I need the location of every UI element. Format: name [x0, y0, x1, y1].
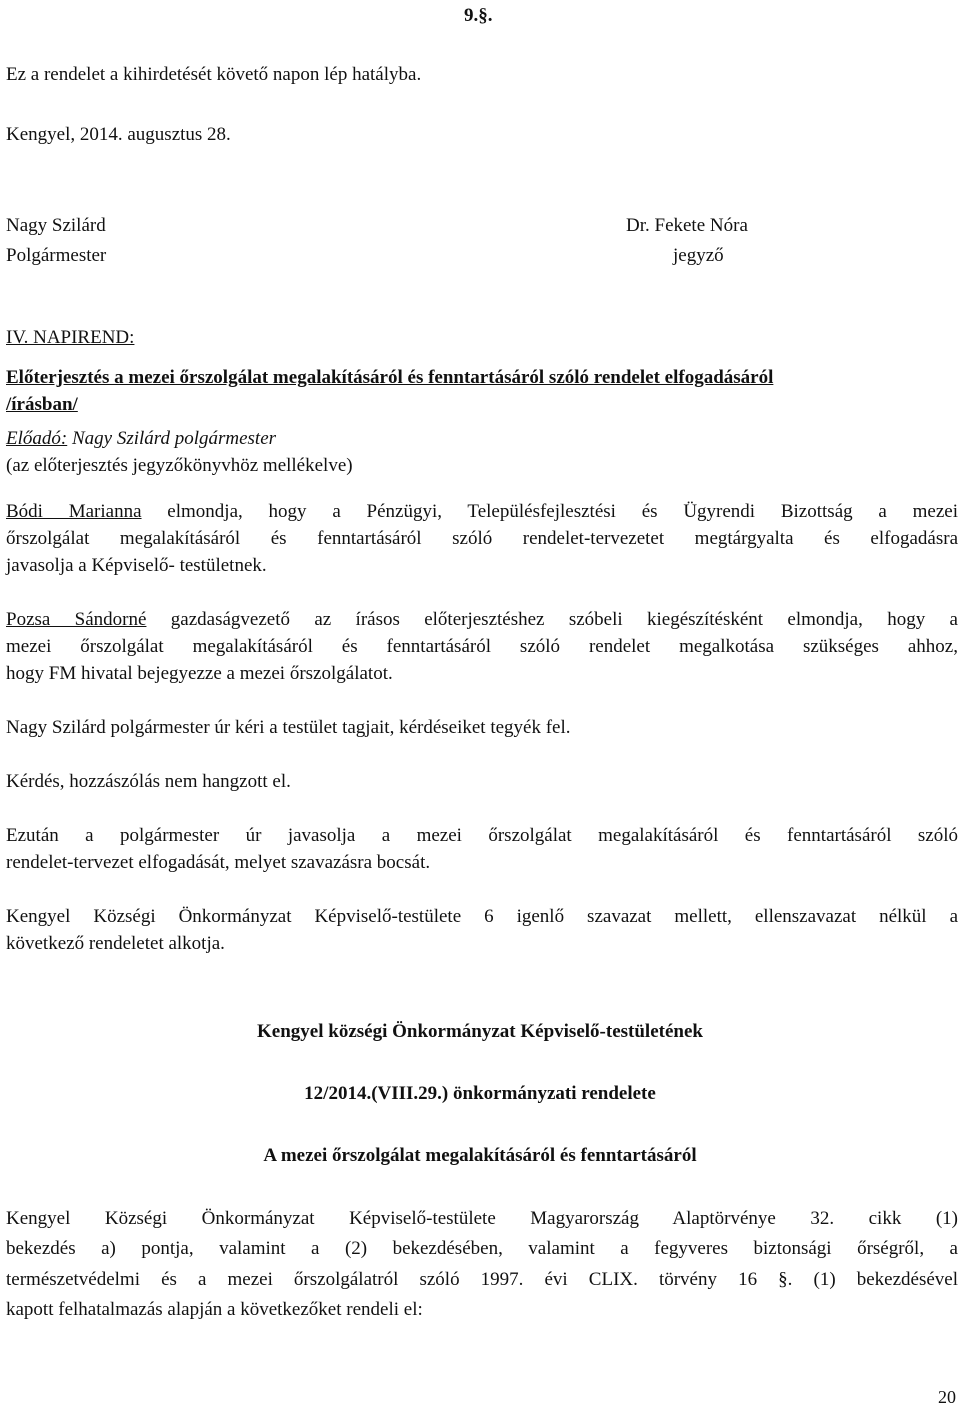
- paragraph-1-line-1: Bódi Marianna elmondja, hogy a Pénzügyi, Településfejlesztési és Ügyrendi Bizottság a mezei: [6, 501, 958, 522]
- agenda-heading: [6, 324, 134, 351]
- paragraph-1-line-3: javasolja a Képviselő- testületnek.: [6, 555, 267, 576]
- agenda-form: /írásban/: [6, 394, 78, 415]
- decree-number: 12/2014.(VIII.29.) önkormányzati rendelete: [304, 1083, 656, 1104]
- speaker-name: Pozsa Sándorné: [6, 609, 147, 630]
- agenda-heading-text: IV. NAPIREND:: [6, 327, 135, 348]
- paragraph-4: Kérdés, hozzászólás nem hangzott el.: [6, 771, 291, 792]
- paragraph-2-line-3: hogy FM hivatal bejegyezze a mezei őrszolgálatot.: [6, 663, 393, 684]
- preamble-line-4: kapott felhatalmazás alapján a következőket rendeli el:: [6, 1299, 423, 1320]
- signature-right-title: jegyző: [673, 245, 724, 266]
- preamble-line-3: természetvédelmi és a mezei őrszolgálatról szóló 1997. évi CLIX. törvény 16 §. (1) bekezdésével: [6, 1269, 958, 1290]
- presenter-name: Nagy Szilárd polgármester: [67, 428, 277, 449]
- signature-right-name: Dr. Fekete Nóra: [626, 215, 748, 236]
- paragraph-5-line-1: Ezután a polgármester úr javasolja a mezei őrszolgálat megalakításáról és fenntartásáról szóló: [6, 825, 958, 846]
- paragraph-6-line-1: Kengyel Községi Önkormányzat Képviselő-testülete 6 igenlő szavazat mellett, ellenszavazat nélkül a: [6, 906, 958, 927]
- place-date: Kengyel, 2014. augusztus 28.: [6, 124, 231, 145]
- paragraph-2-line-2: mezei őrszolgálat megalakításáról és fenntartásáról szóló rendelet megalkotása szükséges ahhoz,: [6, 636, 958, 657]
- effective-clause: Ez a rendelet a kihirdetését követő napon lép hatályba.: [6, 64, 422, 85]
- paragraph-2-line-1: Pozsa Sándorné gazdaságvezető az írásos előterjesztéshez szóbeli kiegészítésként elmondja, hogy a: [6, 609, 958, 630]
- signature-left-title: Polgármester: [6, 245, 107, 266]
- decree-title: A mezei őrszolgálat megalakításáról és fenntartásáról: [263, 1145, 697, 1166]
- preamble-line-2: bekezdés a) pontja, valamint a (2) bekezdésében, valamint a fegyveres biztonsági őrségről, a: [6, 1238, 958, 1259]
- attachment-note: (az előterjesztés jegyzőkönyvhöz mellékelve): [6, 455, 353, 476]
- decree-issuer: Kengyel községi Önkormányzat Képviselő-testületének: [257, 1021, 703, 1042]
- paragraph-5-line-2: rendelet-tervezet elfogadását, melyet szavazásra bocsát.: [6, 852, 431, 873]
- paragraph-6-line-2: következő rendeletet alkotja.: [6, 933, 225, 954]
- paragraph-3: Nagy Szilárd polgármester úr kéri a testület tagjait, kérdéseiket tegyék fel.: [6, 717, 571, 738]
- paragraph-1-line-2: őrszolgálat megalakításáról és fenntartásáról szóló rendelet-tervezetet megtárgyalta és elfogadásra: [6, 528, 958, 549]
- preamble-line-1: Kengyel Községi Önkormányzat Képviselő-testülete Magyarország Alaptörvénye 32. cikk (1): [6, 1208, 958, 1229]
- agenda-presenter-line: [6, 425, 276, 452]
- signature-left-name: Nagy Szilárd: [6, 215, 106, 236]
- presenter-label: Előadó:: [6, 428, 68, 449]
- agenda-subject: Előterjesztés a mezei őrszolgálat megalakításáról és fenntartásáról szóló rendelet elfogadásáról: [6, 367, 774, 388]
- section-mark: 9.§.: [464, 5, 493, 26]
- page-number: 20: [938, 1387, 956, 1407]
- speaker-name: Bódi Marianna: [6, 501, 142, 522]
